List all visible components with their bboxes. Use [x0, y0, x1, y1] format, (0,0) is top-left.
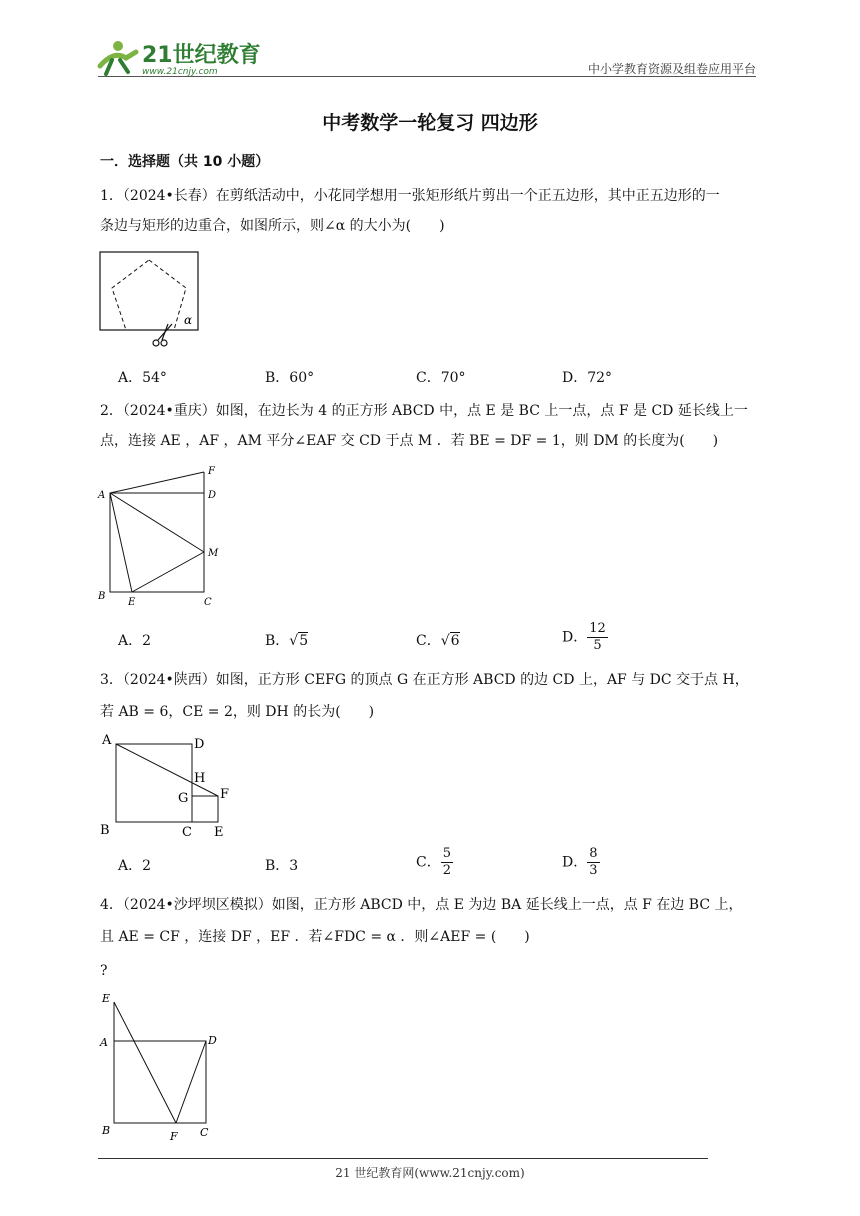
question-1-figure: [98, 250, 204, 350]
svg-text:B: B: [102, 1124, 111, 1137]
question-1-option-c[interactable]: C．70°: [416, 370, 466, 386]
header-divider: [98, 76, 756, 77]
svg-text:A: A: [98, 490, 106, 501]
svg-text:D: D: [208, 1034, 217, 1047]
question-2-option-d[interactable]: D． $\frac{12}{5}$: [562, 621, 606, 653]
svg-text:B: B: [98, 591, 106, 602]
svg-text:M: M: [208, 548, 219, 559]
footer-text: 21 世纪教育网(www.21cnjy.com): [335, 1166, 525, 1180]
question-4-line-2: 且 AE = CF ，连接 DF ，EF ．若∠FDC = α ．则∠AEF = ( ): [100, 929, 530, 945]
footer-divider: [98, 1158, 708, 1159]
svg-text:H: H: [194, 771, 206, 786]
svg-text:F: F: [220, 787, 230, 802]
question-2-line-2: 点，连接 AE ，AF ，AM 平分∠EAF 交 CD 于点 M ．若 BE = DF = 1，则 DM 的长度为( ): [100, 433, 719, 449]
question-3-option-c[interactable]: C． $\frac{5}{2}$: [416, 846, 451, 878]
question-3-option-d[interactable]: D． $\frac{8}{3}$: [562, 846, 598, 878]
svg-text:C: C: [182, 825, 192, 840]
platform-name: 中小学教育资源及组卷应用平台: [587, 62, 756, 76]
question-4-line-3: ?: [100, 963, 108, 979]
question-3-option-a[interactable]: A．2: [118, 858, 152, 874]
question-2-option-c[interactable]: C．√6: [416, 633, 460, 649]
svg-text:F: F: [208, 466, 215, 477]
question-3-figure: [96, 730, 246, 842]
question-2-option-b[interactable]: B．√5: [265, 633, 309, 649]
svg-text:A: A: [100, 1036, 108, 1049]
question-2-line-1: 2．（2024•重庆）如图，在边长为 4 的正方形 ABCD 中，点 E 是 BC 上一点，点 F 是 CD 延长线上一: [100, 403, 748, 419]
question-2-option-a[interactable]: A．2: [118, 633, 152, 649]
question-1-option-b[interactable]: B．60°: [265, 370, 315, 386]
question-4-line-1: 4．（2024•沙坪坝区模拟）如图，正方形 ABCD 中，点 E 为边 BA 延长线上一点，点 F 在边 BC 上，: [100, 897, 743, 913]
question-1-option-a[interactable]: A．54°: [118, 370, 167, 386]
question-3-option-b[interactable]: B．3: [265, 858, 299, 874]
question-3-line-2: 若 AB = 6，CE = 2，则 DH 的长为( ): [100, 704, 375, 720]
svg-text:D: D: [208, 490, 217, 501]
svg-text:www.21cnjy.com: www.21cnjy.com: [142, 67, 218, 77]
svg-text:E: E: [128, 597, 136, 608]
page-title: 中考数学一轮复习 四边形: [322, 112, 538, 134]
svg-text:G: G: [178, 791, 189, 806]
question-4-figure: [96, 990, 226, 1146]
question-2-figure: [96, 462, 226, 610]
svg-text:F: F: [170, 1130, 178, 1143]
site-logo: [92, 36, 262, 80]
section-heading: 一．选择题（共 10 小题）: [100, 154, 270, 170]
svg-text:E: E: [102, 992, 111, 1005]
question-3-line-1: 3．（2024•陕西）如图，正方形 CEFG 的顶点 G 在正方形 ABCD 的边 CD 上，AF 与 DC 交于点 H，: [100, 672, 749, 688]
scissors-icon: [153, 324, 172, 346]
svg-text:C: C: [200, 1126, 209, 1139]
svg-text:α: α: [184, 313, 193, 327]
svg-text:D: D: [194, 737, 205, 752]
svg-text:21世纪教育: 21世纪教育: [142, 43, 261, 68]
question-1-option-d[interactable]: D．72°: [562, 370, 613, 386]
svg-text:A: A: [102, 733, 112, 748]
svg-text:E: E: [214, 825, 224, 840]
question-1-line-2: 条边与矩形的边重合，如图所示，则∠α 的大小为( ): [100, 218, 445, 234]
question-1-line-1: 1．（2024•长春）在剪纸活动中，小花同学想用一张矩形纸片剪出一个正五边形，其中正五边形的一: [100, 188, 720, 204]
svg-text:C: C: [204, 597, 212, 608]
svg-text:B: B: [100, 823, 110, 838]
